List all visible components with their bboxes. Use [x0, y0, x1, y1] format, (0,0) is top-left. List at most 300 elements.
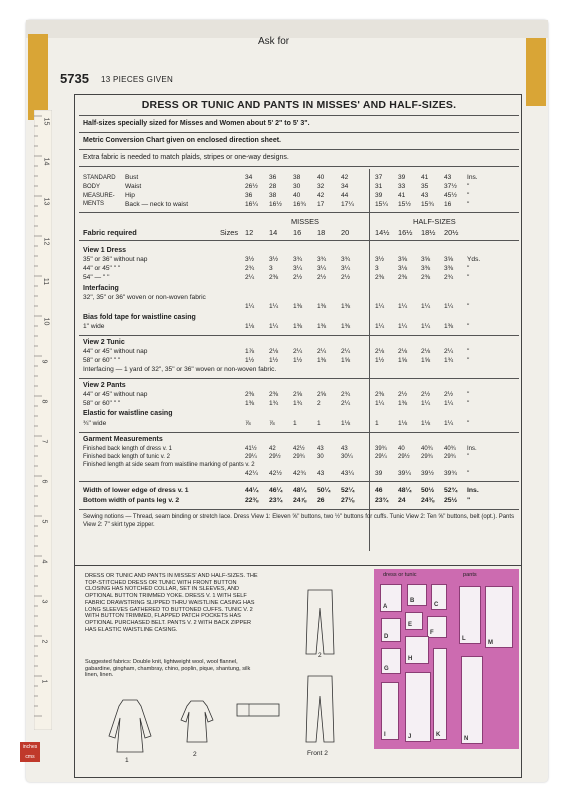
yardage-value: 46: [375, 487, 383, 494]
pants-front-sketch: [300, 674, 340, 746]
pattern-piece: [405, 612, 423, 630]
description-section: [74, 566, 522, 778]
ruler-label-inches: inches: [22, 744, 38, 750]
fabric-row-label: 54" — " ": [83, 274, 110, 281]
yardage-value: 2⅜: [269, 391, 279, 398]
yardage-value: 3¼: [317, 265, 327, 272]
tape-right: [526, 38, 546, 106]
yardage-value: 29¼: [375, 454, 387, 460]
section-heading: Elastic for waistline casing: [83, 410, 173, 417]
dress-sketch-view1: [105, 696, 155, 756]
pattern-piece-letter: K: [436, 732, 441, 738]
measurement-value: 16¾: [293, 201, 306, 208]
label-line: MENTS: [83, 201, 104, 208]
pattern-piece: [381, 618, 401, 642]
fabric-row-label: ¾" wide: [83, 420, 107, 427]
half-sizes-note: Half-sizes specially sized for Misses and Women about 5' 2" to 5' 3".: [83, 120, 310, 127]
fabric-row-label: 58" or 60" " ": [83, 400, 121, 407]
yardage-value: 1¼: [444, 400, 454, 407]
pattern-piece-letter: E: [408, 622, 413, 628]
fabric-row-label: Finished back length of tunic v. 2: [83, 454, 170, 460]
yardage-value: 39½: [421, 470, 434, 477]
yardage-value: 1: [375, 420, 379, 427]
measurement-name: Back — neck to waist: [125, 201, 189, 208]
yardage-value: 1⅞: [245, 348, 255, 355]
size-heading: 14½: [375, 228, 390, 237]
yardage-value: 2½: [317, 274, 327, 281]
yardage-value: 42: [269, 446, 276, 452]
measurement-value: 15¼: [375, 201, 388, 208]
ruler-mark: 4: [40, 559, 48, 564]
measurement-value: 15¾: [421, 201, 434, 208]
yardage-value: 3⅜: [444, 265, 454, 272]
yardage-value: 2: [317, 400, 321, 407]
yardage-value: 2½: [341, 274, 351, 281]
section-heading: View 2 Pants: [83, 382, 126, 389]
yardage-value: 29¼: [245, 454, 257, 460]
yardage-value: 1¼: [421, 303, 431, 310]
divider: [79, 166, 519, 167]
fabric-row-label: 58" or 60" " ": [83, 357, 121, 364]
yardage-value: 46¼: [269, 487, 283, 494]
size-heading: 16½: [398, 228, 413, 237]
fabric-row-label: Finished back length of dress v. 1: [83, 446, 172, 452]
yardage-unit: Ins.: [467, 487, 479, 494]
yardage-value: 2¾: [245, 265, 255, 272]
yardage-value: 40¾: [421, 446, 433, 452]
garment-description: DRESS OR TUNIC AND PANTS IN MISSES' AND HALF-SIZES. THE TOP-STITCHED DRESS OR TUNIC WITH FRONT BUTTON CLOSING HAS NOTCHED COLLAR, SET IN SLEEVES, AND OPTIONAL BUTTON TRIMMED YOKE. DRESS V. 1 WITH SELF FABRIC DRAWSTRING SLIPPED THRU WAISTLINE CASING HAS LONG SLEEVES GATHERED TO BUTTONED CUFFS. TUNIC V. 2 WITH BUTTON TRIMMED, FLAPPED PATCH POCKETS HAS OPTIONAL PURCHASED BELT. PANTS V. 2 WITH BACK ZIPPER HAS ELASTIC WAISTLINE CASING.: [85, 573, 258, 633]
section-heading: Interfacing — 1 yard of 32", 35" or 36" woven or non-woven fabric.: [83, 366, 277, 373]
yardage-unit: ": [467, 265, 470, 272]
sizes-label: Sizes: [220, 228, 239, 237]
yardage-value: 39¾: [375, 446, 387, 452]
section-heading: Garment Measurements: [83, 436, 163, 443]
yardage-unit: ": [467, 470, 470, 477]
ruler-mark: 8: [40, 399, 48, 404]
yardage-value: 39¾: [444, 470, 457, 477]
pattern-piece-letter: J: [408, 734, 412, 740]
divider: [79, 132, 519, 133]
ruler-mark: 10: [42, 317, 50, 326]
yardage-value: 40: [398, 446, 405, 452]
yardage-value: 1⅜: [341, 323, 351, 330]
yardage-value: 29½: [269, 454, 281, 460]
yardage-value: 2¾: [444, 274, 454, 281]
measurement-value: 17¼: [341, 201, 354, 208]
pattern-piece-letter: F: [430, 630, 434, 636]
yardage-unit: Ins.: [467, 446, 477, 452]
measurement-value: 34: [245, 174, 253, 181]
measurement-value: 38: [293, 174, 301, 181]
yardage-value: 40¾: [444, 446, 456, 452]
yardage-value: 42½: [269, 470, 282, 477]
yardage-value: 3½: [269, 256, 279, 263]
yardage-value: 3⅛: [398, 265, 408, 272]
yardage-value: 25½: [444, 497, 458, 504]
yardage-value: 52¾: [444, 487, 458, 494]
yardage-value: 39: [375, 470, 383, 477]
view-label-2: 2: [318, 652, 322, 659]
yardage-value: 1⅛: [421, 420, 431, 427]
size-heading: 18½: [421, 228, 436, 237]
yardage-value: 43: [341, 446, 348, 452]
measurement-value: 32: [317, 183, 325, 190]
yardage-value: 29¾: [421, 454, 433, 460]
ruler-mark: 13: [42, 197, 50, 206]
yardage-unit: ": [467, 357, 470, 364]
divider: [79, 335, 519, 336]
yardage-value: 2¼: [341, 400, 351, 407]
yardage-value: 2¼: [293, 348, 303, 355]
yardage-value: 2⅜: [398, 274, 408, 281]
pattern-title: DRESS OR TUNIC AND PANTS IN MISSES' AND HALF-SIZES.: [141, 99, 457, 111]
yardage-value: 2⅜: [245, 391, 255, 398]
size-heading: 14: [269, 228, 278, 237]
yardage-value: 2⅛: [398, 348, 408, 355]
view-label-2: 2: [193, 751, 197, 758]
ruler-mark: 6: [40, 479, 48, 484]
yardage-value: 1¼: [269, 323, 279, 330]
fabric-row-label: 1" wide: [83, 323, 105, 330]
yardage-value: 41½: [245, 446, 257, 452]
measurement-unit: Ins.: [467, 174, 478, 181]
size-chart: [74, 94, 522, 566]
ruler-mark: 9: [40, 359, 48, 364]
yardage-value: 1¼: [444, 303, 454, 310]
pattern-piece-letter: D: [384, 634, 389, 640]
ruler-mark: 2: [40, 639, 48, 644]
yardage-value: 3¾: [317, 256, 327, 263]
yardage-value: 26: [317, 497, 325, 504]
measurement-value: 15½: [398, 201, 411, 208]
yardage-unit: ": [467, 497, 471, 504]
yardage-value: 1¼: [444, 420, 454, 427]
measurement-value: 41: [398, 192, 406, 199]
fabric-row-label: 32", 35" or 36" woven or non-woven fabric: [83, 294, 206, 301]
measurement-value: 39: [398, 174, 406, 181]
yardage-value: ⅞: [245, 420, 251, 427]
size-heading: 20: [341, 228, 350, 237]
yardage-value: 1¼: [421, 400, 431, 407]
measurement-value: 44: [341, 192, 349, 199]
pattern-piece: [461, 656, 483, 744]
yardage-value: 29¾: [293, 454, 305, 460]
pattern-piece: [433, 648, 447, 740]
measurement-value: 42: [317, 192, 325, 199]
yardage-value: 3½: [375, 256, 385, 263]
yardage-value: 2½: [421, 391, 431, 398]
yardage-value: 2⅛: [421, 348, 431, 355]
standard-body-label: [83, 174, 116, 209]
measurement-value: 36: [269, 174, 277, 181]
measurement-value: 16: [444, 201, 452, 208]
yardage-value: 1⅜: [293, 303, 303, 310]
ruler-mark: 3: [40, 599, 48, 604]
pattern-piece: [459, 586, 481, 644]
ruler-mark: 7: [40, 439, 48, 444]
yardage-value: 39¼: [398, 470, 411, 477]
yardage-value: 44¼: [245, 487, 259, 494]
yardage-value: 1⅜: [317, 323, 327, 330]
ruler-mark: 15: [42, 117, 50, 126]
measurement-value: 17: [317, 201, 325, 208]
yardage-value: 1¼: [269, 303, 279, 310]
measurement-unit: ": [467, 192, 470, 199]
yardage-value: 23¾: [269, 497, 283, 504]
yardage-value: 3¾: [341, 256, 351, 263]
yardage-value: 1⅛: [398, 420, 408, 427]
yardage-value: 1¾: [444, 357, 454, 364]
yardage-value: 48¼: [398, 487, 412, 494]
ruler-mark: 11: [42, 277, 50, 286]
measurement-unit: ": [467, 201, 470, 208]
measurement-name: Hip: [125, 192, 135, 199]
yardage-value: 3¾: [293, 256, 303, 263]
size-heading: 12: [245, 228, 254, 237]
pattern-piece: [381, 682, 399, 740]
yardage-value: 2¼: [444, 348, 454, 355]
label-line: STANDARD: [83, 175, 116, 181]
extra-fabric-note: Extra fabric is needed to match plaids, stripes or one-way designs.: [83, 154, 289, 161]
divider: [79, 115, 519, 116]
yardage-value: 3¼: [293, 265, 303, 272]
measurement-name: Bust: [125, 174, 139, 181]
yardage-value: 23¾: [375, 497, 389, 504]
yardage-value: 50½: [421, 487, 435, 494]
yardage-value: 2⅜: [375, 391, 385, 398]
yardage-value: 22⅜: [245, 497, 259, 504]
yardage-value: 1⅛: [245, 323, 255, 330]
pattern-piece: [380, 584, 402, 612]
measurement-value: 36: [245, 192, 253, 199]
yardage-value: 2¼: [317, 348, 327, 355]
yardage-value: 43: [317, 470, 325, 477]
yardage-unit: ": [467, 391, 470, 398]
yardage-value: 1⅜: [398, 400, 408, 407]
yardage-value: 2½: [293, 274, 303, 281]
yardage-value: 48¼: [293, 487, 307, 494]
yardage-value: 29¾: [444, 454, 456, 460]
divider: [79, 149, 519, 150]
size-heading: 18: [317, 228, 326, 237]
yardage-value: 2½: [444, 391, 454, 398]
view-label-1: 1: [125, 757, 129, 764]
yardage-value: 1⅜: [293, 323, 303, 330]
ruler-mark: 12: [42, 237, 50, 246]
pattern-piece: [407, 584, 427, 606]
measurement-value: 30: [293, 183, 301, 190]
label-line: BODY: [83, 183, 101, 190]
half-sizes-heading: HALF-SIZES: [413, 217, 456, 226]
ruler-mark: 14: [42, 157, 50, 166]
column-divider: [369, 169, 370, 551]
measurement-value: 16½: [269, 201, 282, 208]
yardage-value: 3⅝: [398, 256, 408, 263]
ruler-unit-label: [20, 742, 40, 762]
pattern-piece-letter: N: [464, 736, 469, 742]
yardage-value: 30¼: [341, 454, 353, 460]
yardage-value: 42½: [293, 446, 305, 452]
pattern-piece: [405, 672, 431, 742]
yardage-value: 24: [398, 497, 406, 504]
fabric-row-label: 35" or 36" without nap: [83, 256, 148, 263]
yardage-value: 1¼: [398, 323, 408, 330]
divider: [79, 212, 519, 213]
view-label-front2: Front 2: [307, 750, 328, 757]
yardage-value: 1⅝: [421, 357, 431, 364]
fabric-required-label: Fabric required: [83, 228, 137, 237]
yardage-value: 2⅜: [269, 274, 279, 281]
measurement-value: 38: [269, 192, 277, 199]
yardage-value: 2¼: [341, 348, 351, 355]
fabric-row-label: 44" or 45" without nap: [83, 348, 148, 355]
size-heading: 20½: [444, 228, 459, 237]
divider: [79, 509, 519, 510]
measurement-value: 40: [317, 174, 325, 181]
yardage-value: 1⅛: [341, 420, 351, 427]
pattern-piece: [405, 636, 429, 664]
fabric-row-label: Finished length at side seam from waistline marking of pants v. 2: [83, 462, 255, 468]
yardage-value: 1½: [245, 357, 255, 364]
yardage-value: 24⅞: [293, 497, 307, 504]
yardage-value: 1¼: [421, 323, 431, 330]
yardage-unit: ": [467, 303, 470, 310]
sewing-notions: Sewing notions — Thread, seam binding or stretch lace. Dress View 1: Eleven ⅝" buttons, two ½" buttons for cuffs. Tunic View 2: Ten ⅝" buttons, belt (opt.). Pants View 2: 7" skirt type zipper.: [83, 514, 515, 528]
pattern-number: 5735: [60, 71, 89, 86]
pattern-piece-letter: L: [462, 636, 466, 642]
pattern-piece: [431, 584, 447, 610]
yardage-value: 1¼: [398, 303, 408, 310]
measurement-value: 45½: [444, 192, 457, 199]
belt-sketch: [235, 699, 281, 721]
measurement-name: Waist: [125, 183, 142, 190]
measurement-value: 16¼: [245, 201, 258, 208]
yardage-value: 52¼: [341, 487, 355, 494]
yardage-value: 2⅛: [269, 348, 279, 355]
yardage-value: 1¼: [375, 400, 385, 407]
yardage-value: 1⅜: [444, 323, 454, 330]
yardage-value: 2⅛: [375, 348, 385, 355]
fabric-row-label: Width of lower edge of dress v. 1: [83, 487, 189, 494]
yardage-value: 29½: [398, 454, 410, 460]
yardage-value: 1⅜: [245, 400, 255, 407]
yardage-unit: Yds.: [467, 256, 481, 263]
measurement-value: 28: [269, 183, 277, 190]
yardage-value: 3: [269, 265, 273, 272]
yardage-value: 1: [317, 420, 321, 427]
yardage-value: 2⅝: [293, 391, 303, 398]
measurement-value: 31: [375, 183, 383, 190]
measurement-value: 33: [398, 183, 406, 190]
ask-for-label: Ask for: [258, 36, 290, 47]
divider: [79, 378, 519, 379]
pattern-piece-letter: H: [408, 656, 413, 662]
fabric-row-label: Bottom width of pants leg v. 2: [83, 497, 180, 504]
metric-note: Metric Conversion Chart given on enclosed direction sheet.: [83, 137, 281, 144]
pattern-piece-letter: I: [384, 732, 386, 738]
ruler-mark: 5: [40, 519, 48, 524]
yardage-unit: ": [467, 454, 470, 460]
yardage-value: 24⅜: [421, 497, 435, 504]
measurement-value: 42: [341, 174, 349, 181]
ruler-mark: 1: [40, 679, 48, 684]
misses-heading: MISSES: [291, 217, 319, 226]
pieces-count: 13 PIECES GIVEN: [101, 75, 174, 84]
yardage-value: 2½: [398, 391, 408, 398]
yardage-value: 1½: [375, 357, 385, 364]
yardage-value: 1⅜: [341, 303, 351, 310]
label-line: MEASURE-: [83, 192, 115, 199]
yardage-value: 1⅜: [317, 303, 327, 310]
pattern-piece: [427, 616, 447, 638]
pattern-piece: [485, 586, 513, 648]
suggested-fabrics: Suggested fabrics: Double knit, lightweight wool, wool flannel, gabardine, gingham, chambray, chino, poplin, pique, shantung, silk linen, linen.: [85, 659, 251, 679]
tunic-sketch-view2: [179, 698, 215, 746]
yardage-value: 1½: [293, 357, 303, 364]
yardage-value: 3⅝: [444, 256, 454, 263]
dress-or-tunic-label: dress or tunic: [383, 572, 417, 578]
yardage-value: 43¼: [341, 470, 354, 477]
divider: [79, 240, 519, 241]
section-heading: View 2 Tunic: [83, 339, 125, 346]
measurement-unit: ": [467, 183, 470, 190]
yardage-value: 2⅜: [375, 274, 385, 281]
yardage-value: 1¾: [293, 400, 303, 407]
measurement-value: 39: [375, 192, 383, 199]
pants-label: pants: [463, 572, 477, 578]
yardage-unit: ": [467, 348, 470, 355]
yardage-value: 3½: [245, 256, 255, 263]
measurement-value: 41: [421, 174, 429, 181]
measurement-value: 37½: [444, 183, 457, 190]
measurement-value: 43: [421, 192, 429, 199]
yardage-value: 2¼: [245, 274, 255, 281]
ruler-label-cms: cms: [25, 754, 35, 760]
pattern-piece: [381, 648, 401, 674]
measurement-value: 40: [293, 192, 301, 199]
pattern-piece-letter: B: [410, 598, 415, 604]
yardage-value: 3⅜: [421, 265, 431, 272]
measurement-value: 34: [341, 183, 349, 190]
pattern-piece-letter: A: [383, 604, 388, 610]
fabric-row-label: 44" or 45" without nap: [83, 391, 148, 398]
section-heading: Bias fold tape for waistline casing: [83, 314, 196, 321]
yardage-value: 3¼: [341, 265, 351, 272]
pattern-piece-letter: M: [488, 640, 493, 646]
yardage-value: 1¼: [375, 323, 385, 330]
yardage-value: ⅞: [269, 420, 275, 427]
yardage-value: 1½: [269, 357, 279, 364]
divider: [79, 481, 519, 482]
yardage-value: 42¼: [245, 470, 258, 477]
fabric-row-label: 44" or 45" " ": [83, 265, 121, 272]
yardage-value: 1⅜: [317, 357, 327, 364]
yardage-value: 1: [293, 420, 297, 427]
yardage-value: 50¼: [317, 487, 331, 494]
yardage-value: 2⅜: [421, 274, 431, 281]
yardage-value: 3⅝: [421, 256, 431, 263]
yardage-value: 3: [375, 265, 379, 272]
tape-left: [28, 34, 48, 120]
yardage-value: 30: [317, 454, 324, 460]
pattern-piece-letter: G: [384, 666, 389, 672]
yardage-value: 27⅛: [341, 497, 355, 504]
yardage-value: 1⅝: [341, 357, 351, 364]
yardage-value: 1¼: [245, 303, 255, 310]
section-heading: Interfacing: [83, 285, 119, 292]
pants-back-sketch: [300, 588, 340, 658]
size-heading: 16: [293, 228, 302, 237]
